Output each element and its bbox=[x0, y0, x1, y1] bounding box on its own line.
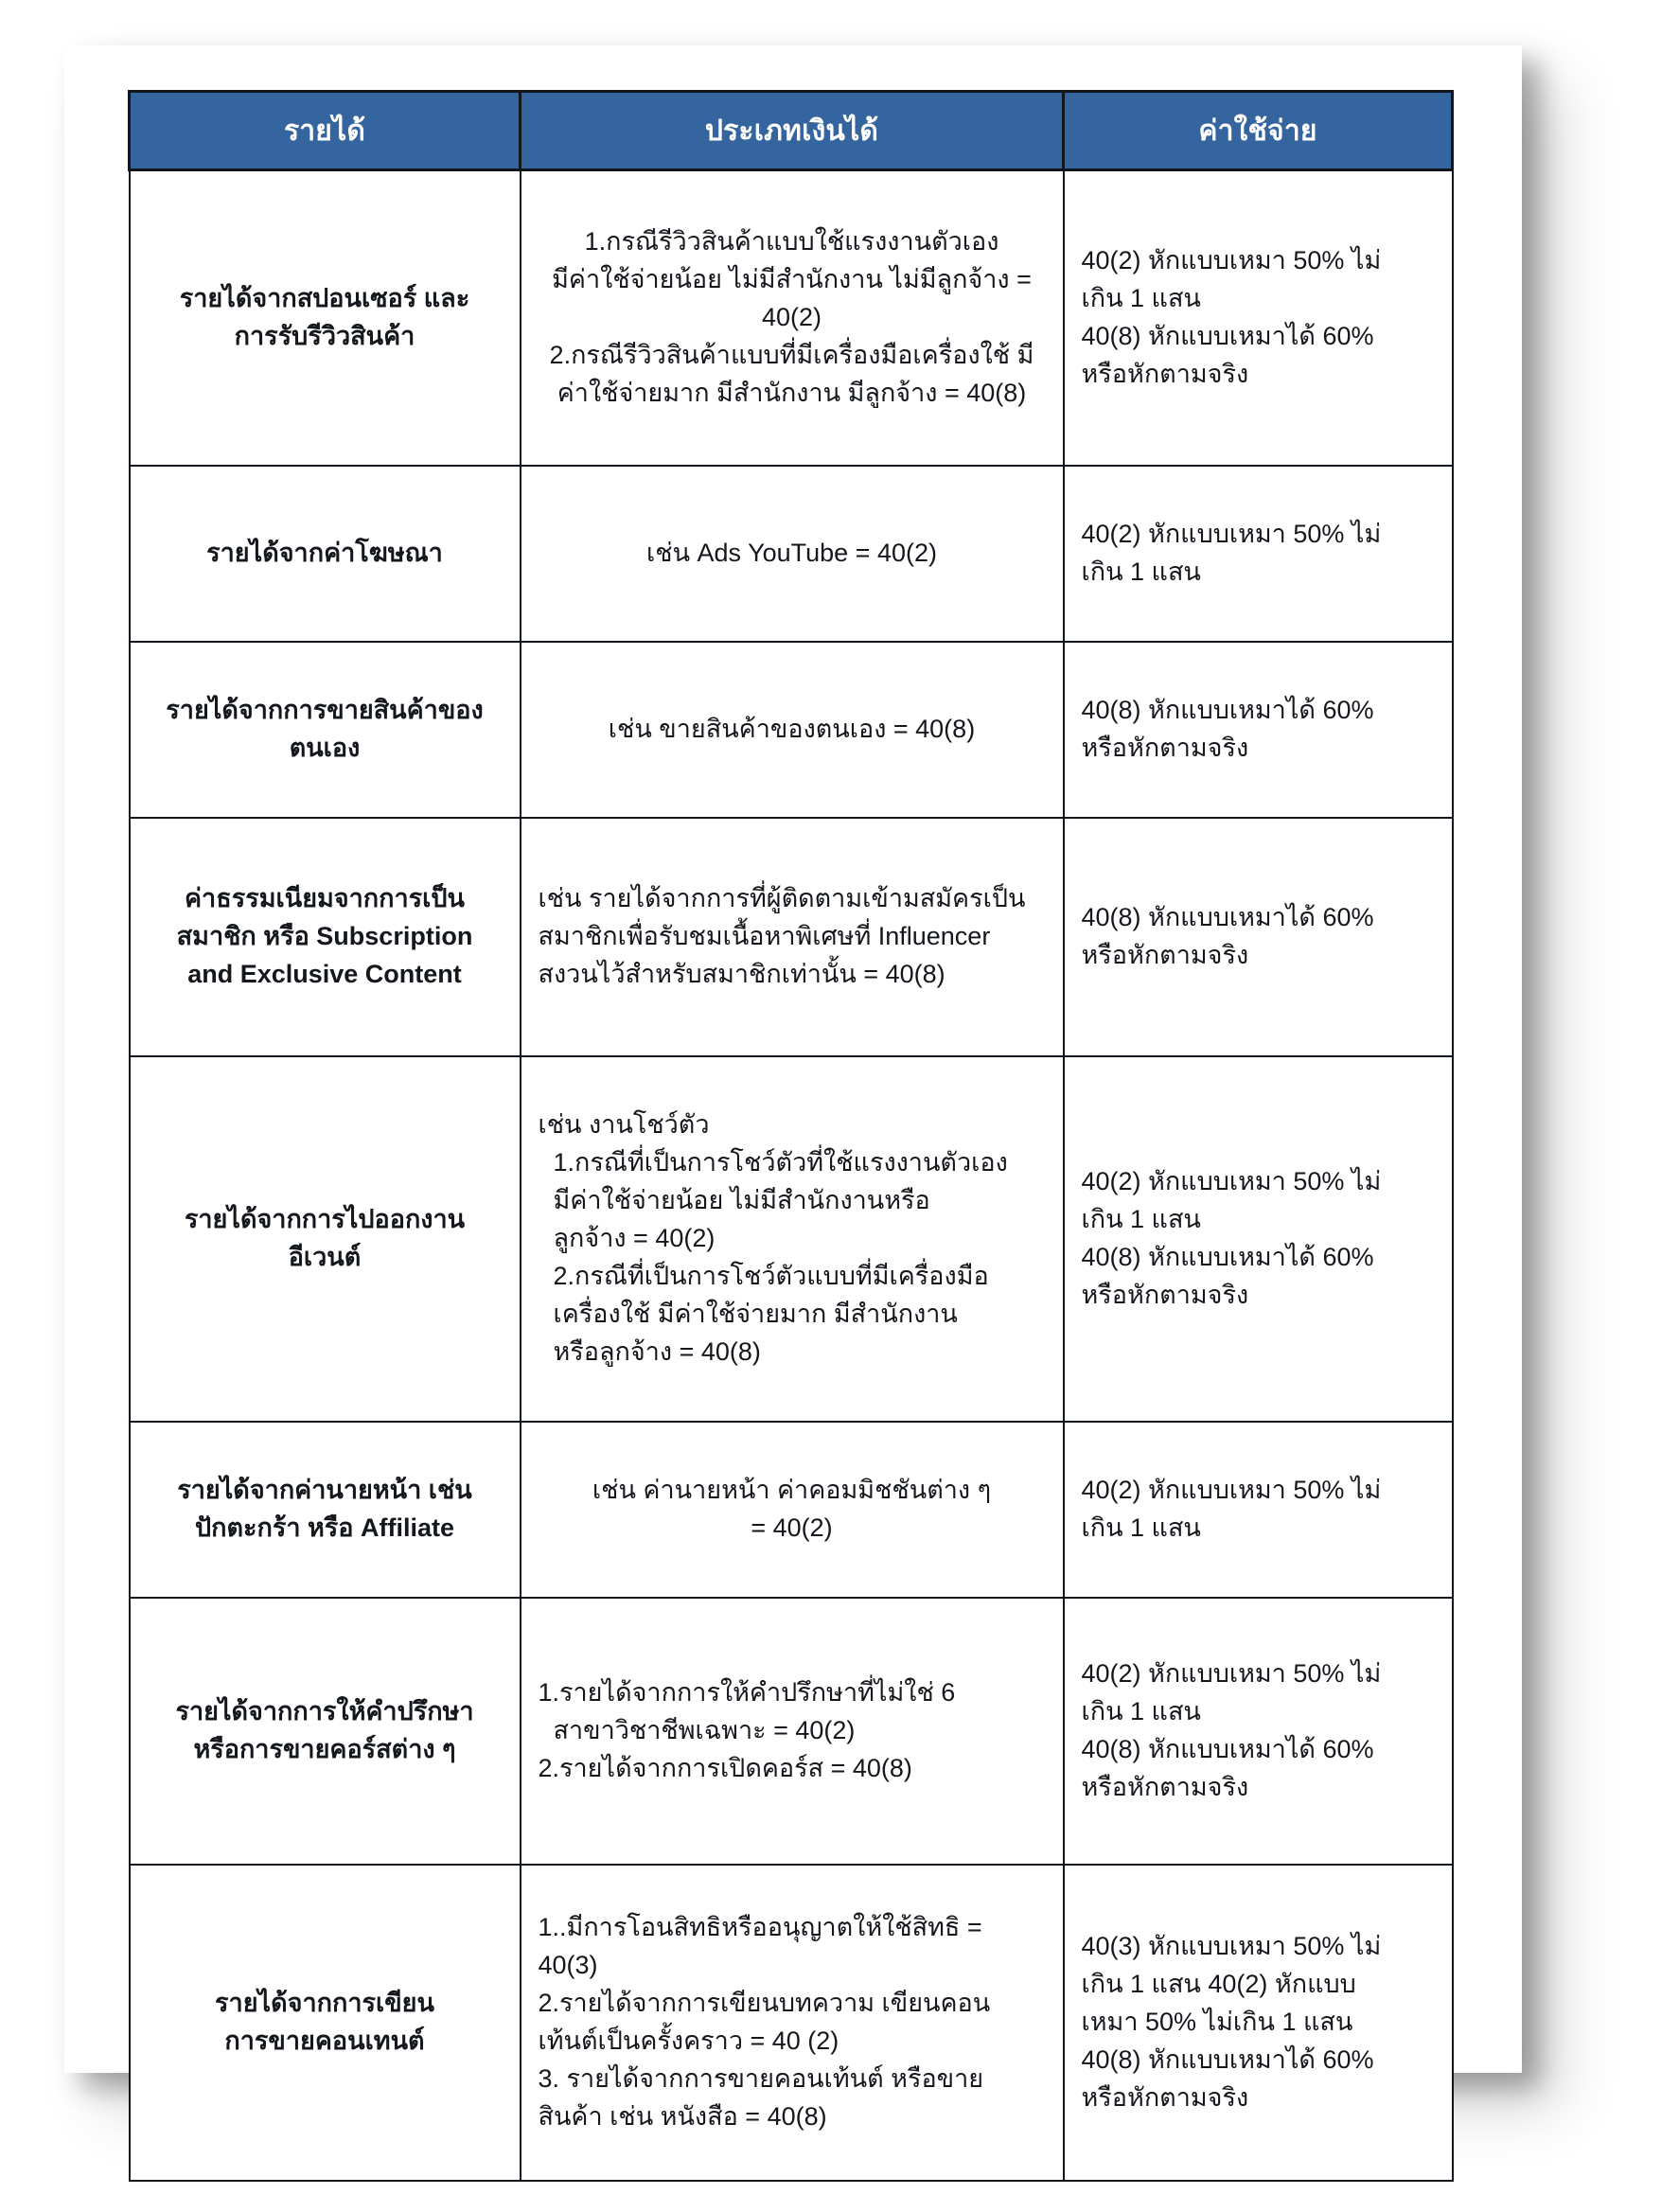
table-row bbox=[130, 818, 1453, 1056]
text-line: 40(8) หักแบบเหมาได้ 60% bbox=[1081, 1243, 1374, 1271]
table-row bbox=[130, 642, 1453, 818]
column-header-income-type: ประเภทเงินได้ bbox=[521, 92, 1064, 170]
text-line: 3. รายได้จากการขายคอนเท้นต์ หรือขาย bbox=[538, 2063, 984, 2093]
text-line: หรือหักตามจริง bbox=[1081, 2082, 1249, 2112]
text-line: 1.รายได้จากการให้คำปรึกษาที่ไม่ใช่ 6 bbox=[538, 1678, 956, 1708]
cell-income-type bbox=[521, 642, 1064, 818]
text-line: เกิน 1 แสน bbox=[1081, 1205, 1201, 1234]
cell-income-type bbox=[521, 170, 1064, 467]
cell-income bbox=[130, 1056, 521, 1422]
cell-income-type bbox=[521, 1056, 1064, 1422]
text-line: 2.รายได้จากการเปิดคอร์ส = 40(8) bbox=[538, 1753, 912, 1782]
text-line: 40(2) หักแบบเหมา 50% ไม่ bbox=[1081, 1659, 1382, 1689]
text-line: เครื่องใช้ มีค่าใช้จ่ายมาก มีสำนักงาน bbox=[553, 1299, 958, 1328]
text-line: เช่น งานโชว์ตัว bbox=[538, 1110, 710, 1140]
text-line: มีค่าใช้จ่ายน้อย ไม่มีสำนักงาน ไม่มีลูกจ้าง = bbox=[552, 265, 1032, 294]
cell-expense bbox=[1064, 642, 1453, 818]
text-line: and Exclusive Content bbox=[187, 959, 462, 988]
text-line: 2.กรณีที่เป็นการโชว์ตัวแบบที่มีเครื่องมือ bbox=[553, 1261, 989, 1290]
text-line: สินค้า เช่น หนังสือ = 40(8) bbox=[538, 2101, 827, 2131]
text-line: 2.รายได้จากการเขียนบทความ เขียนคอน bbox=[538, 1989, 991, 2018]
text-line: มีค่าใช้จ่ายน้อย ไม่มีสำนักงานหรือ bbox=[553, 1186, 930, 1215]
text-line: เช่น รายได้จากการที่ผู้ติดตามเข้ามสมัครเป็น bbox=[538, 884, 1026, 913]
text-line: 2.กรณีรีวิวสินค้าแบบที่มีเครื่องมือเครื่องใช้ มี bbox=[549, 340, 1034, 369]
text-line: 40(8) หักแบบเหมาได้ 60% bbox=[1081, 1735, 1374, 1763]
cell-income bbox=[130, 170, 521, 467]
text-line: 40(2) bbox=[761, 303, 822, 332]
text-line: 1.กรณีที่เป็นการโชว์ตัวที่ใช้แรงงานตัวเอง bbox=[553, 1148, 1008, 1177]
text-line: หรือหักตามจริง bbox=[1081, 1772, 1249, 1801]
text-line: 40(3) bbox=[538, 1951, 598, 1980]
cell-expense bbox=[1064, 466, 1453, 642]
income-type-expense-table bbox=[128, 90, 1454, 2182]
cell-income bbox=[130, 642, 521, 818]
cell-expense bbox=[1064, 1056, 1453, 1422]
text-line: การรับรีวิวสินค้า bbox=[234, 322, 415, 350]
text-line: สมาชิกเพื่อรับชมเนื้อหาพิเศษที่ Influencer bbox=[538, 922, 991, 951]
text-line: 40(3) หักแบบเหมา 50% ไม่ bbox=[1081, 1932, 1382, 1961]
text-line: เหมา 50% ไม่เกิน 1 แสน bbox=[1081, 2008, 1353, 2037]
text-line: หรือหักตามจริง bbox=[1081, 734, 1249, 762]
text-line: รายได้จากค่านายหน้า เช่น bbox=[177, 1476, 472, 1505]
document-card bbox=[64, 45, 1522, 2131]
text-line: สงวนไว้สำหรับสมาชิกเท่านั้น = 40(8) bbox=[538, 959, 945, 988]
text-line: เช่น Ads YouTube = 40(2) bbox=[646, 539, 937, 568]
table-body bbox=[130, 170, 1453, 2182]
text-line: 1..มีการโอนสิทธิหรืออนุญาตให้ใช้สิทธิ = bbox=[538, 1913, 982, 1942]
text-line: สาขาวิชาชีพเฉพาะ = 40(2) bbox=[553, 1716, 856, 1745]
text-line: 40(2) หักแบบเหมา 50% ไม่ bbox=[1081, 520, 1382, 549]
cell-income bbox=[130, 818, 521, 1056]
text-line: รายได้จากการให้คำปรึกษา bbox=[175, 1697, 474, 1726]
text-line: รายได้จากสปอนเซอร์ และ bbox=[179, 284, 470, 313]
cell-income bbox=[130, 466, 521, 642]
text-line: เกิน 1 แสน bbox=[1081, 1697, 1201, 1726]
text-line: เกิน 1 แสน bbox=[1081, 1513, 1201, 1542]
text-line: อีเวนต์ bbox=[288, 1243, 362, 1271]
table-row bbox=[130, 170, 1453, 467]
cell-expense bbox=[1064, 1422, 1453, 1598]
cell-expense bbox=[1064, 1598, 1453, 1865]
text-line: เช่น ค่านายหน้า ค่าคอมมิชชันต่าง ๆ bbox=[592, 1476, 992, 1505]
cell-expense bbox=[1064, 170, 1453, 467]
cell-expense bbox=[1064, 818, 1453, 1056]
cell-income bbox=[130, 1422, 521, 1598]
text-line: 40(8) หักแบบเหมาได้ 60% bbox=[1081, 322, 1374, 350]
table-row bbox=[130, 1865, 1453, 2181]
text-line: หรือลูกจ้าง = 40(8) bbox=[553, 1336, 761, 1366]
text-line: เกิน 1 แสน bbox=[1081, 557, 1201, 586]
text-line: รายได้จากการไปออกงาน bbox=[184, 1205, 466, 1234]
cell-income bbox=[130, 1598, 521, 1865]
table-row bbox=[130, 466, 1453, 642]
text-line: รายได้จากการเขียน bbox=[215, 1989, 434, 2018]
cell-income-type bbox=[521, 1598, 1064, 1865]
text-line: ค่าธรรมเนียมจากการเป็น bbox=[185, 884, 465, 913]
text-line: เกิน 1 แสน 40(2) หักแบบ bbox=[1081, 1970, 1356, 1999]
cell-income-type bbox=[521, 1422, 1064, 1598]
text-line: หรือการขายคอร์สต่าง ๆ bbox=[193, 1735, 456, 1763]
table-row bbox=[130, 1056, 1453, 1422]
text-line: ปักตะกร้า หรือ Affiliate bbox=[194, 1513, 455, 1542]
cell-income bbox=[130, 1865, 521, 2181]
text-line: 40(8) หักแบบเหมาได้ 60% bbox=[1081, 903, 1374, 932]
text-line: รายได้จากค่าโฆษณา bbox=[206, 539, 443, 568]
text-line: ตนเอง bbox=[289, 734, 361, 762]
text-line: เช่น ขายสินค้าของตนเอง = 40(8) bbox=[608, 715, 976, 744]
text-line: เกิน 1 แสน bbox=[1081, 284, 1201, 313]
table-header-row bbox=[130, 92, 1453, 170]
table-header bbox=[130, 92, 1453, 170]
text-line: = 40(2) bbox=[751, 1513, 833, 1542]
text-line: 40(8) หักแบบเหมาได้ 60% bbox=[1081, 2044, 1374, 2074]
column-header-expense: ค่าใช้จ่าย bbox=[1064, 92, 1453, 170]
cell-income-type bbox=[521, 818, 1064, 1056]
text-line: หรือหักตามจริง bbox=[1081, 941, 1249, 969]
text-line: รายได้จากการขายสินค้าของ bbox=[166, 696, 484, 725]
text-line: 1.กรณีรีวิวสินค้าแบบใช้แรงงานตัวเอง bbox=[584, 227, 999, 257]
text-line: ลูกจ้าง = 40(2) bbox=[553, 1224, 716, 1253]
text-line: หรือหักตามจริง bbox=[1081, 1280, 1249, 1309]
text-line: หรือหักตามจริง bbox=[1081, 359, 1249, 388]
table-row bbox=[130, 1422, 1453, 1598]
cell-income-type bbox=[521, 1865, 1064, 2181]
cell-income-type bbox=[521, 466, 1064, 642]
text-line: 40(8) หักแบบเหมาได้ 60% bbox=[1081, 696, 1374, 725]
text-line: 40(2) หักแบบเหมา 50% ไม่ bbox=[1081, 1476, 1382, 1505]
text-line: สมาชิก หรือ Subscription bbox=[176, 922, 473, 951]
text-line: 40(2) หักแบบเหมา 50% ไม่ bbox=[1081, 1167, 1382, 1196]
cell-expense bbox=[1064, 1865, 1453, 2181]
text-line: ค่าใช้จ่ายมาก มีสำนักงาน มีลูกจ้าง = 40(8) bbox=[557, 378, 1027, 407]
text-line: เท้นต์เป็นครั้งคราว = 40 (2) bbox=[538, 2026, 839, 2055]
text-line: 40(2) หักแบบเหมา 50% ไม่ bbox=[1081, 246, 1382, 275]
column-header-income: รายได้ bbox=[130, 92, 521, 170]
text-line: การขายคอนเทนต์ bbox=[224, 2026, 425, 2055]
table-row bbox=[130, 1598, 1453, 1865]
